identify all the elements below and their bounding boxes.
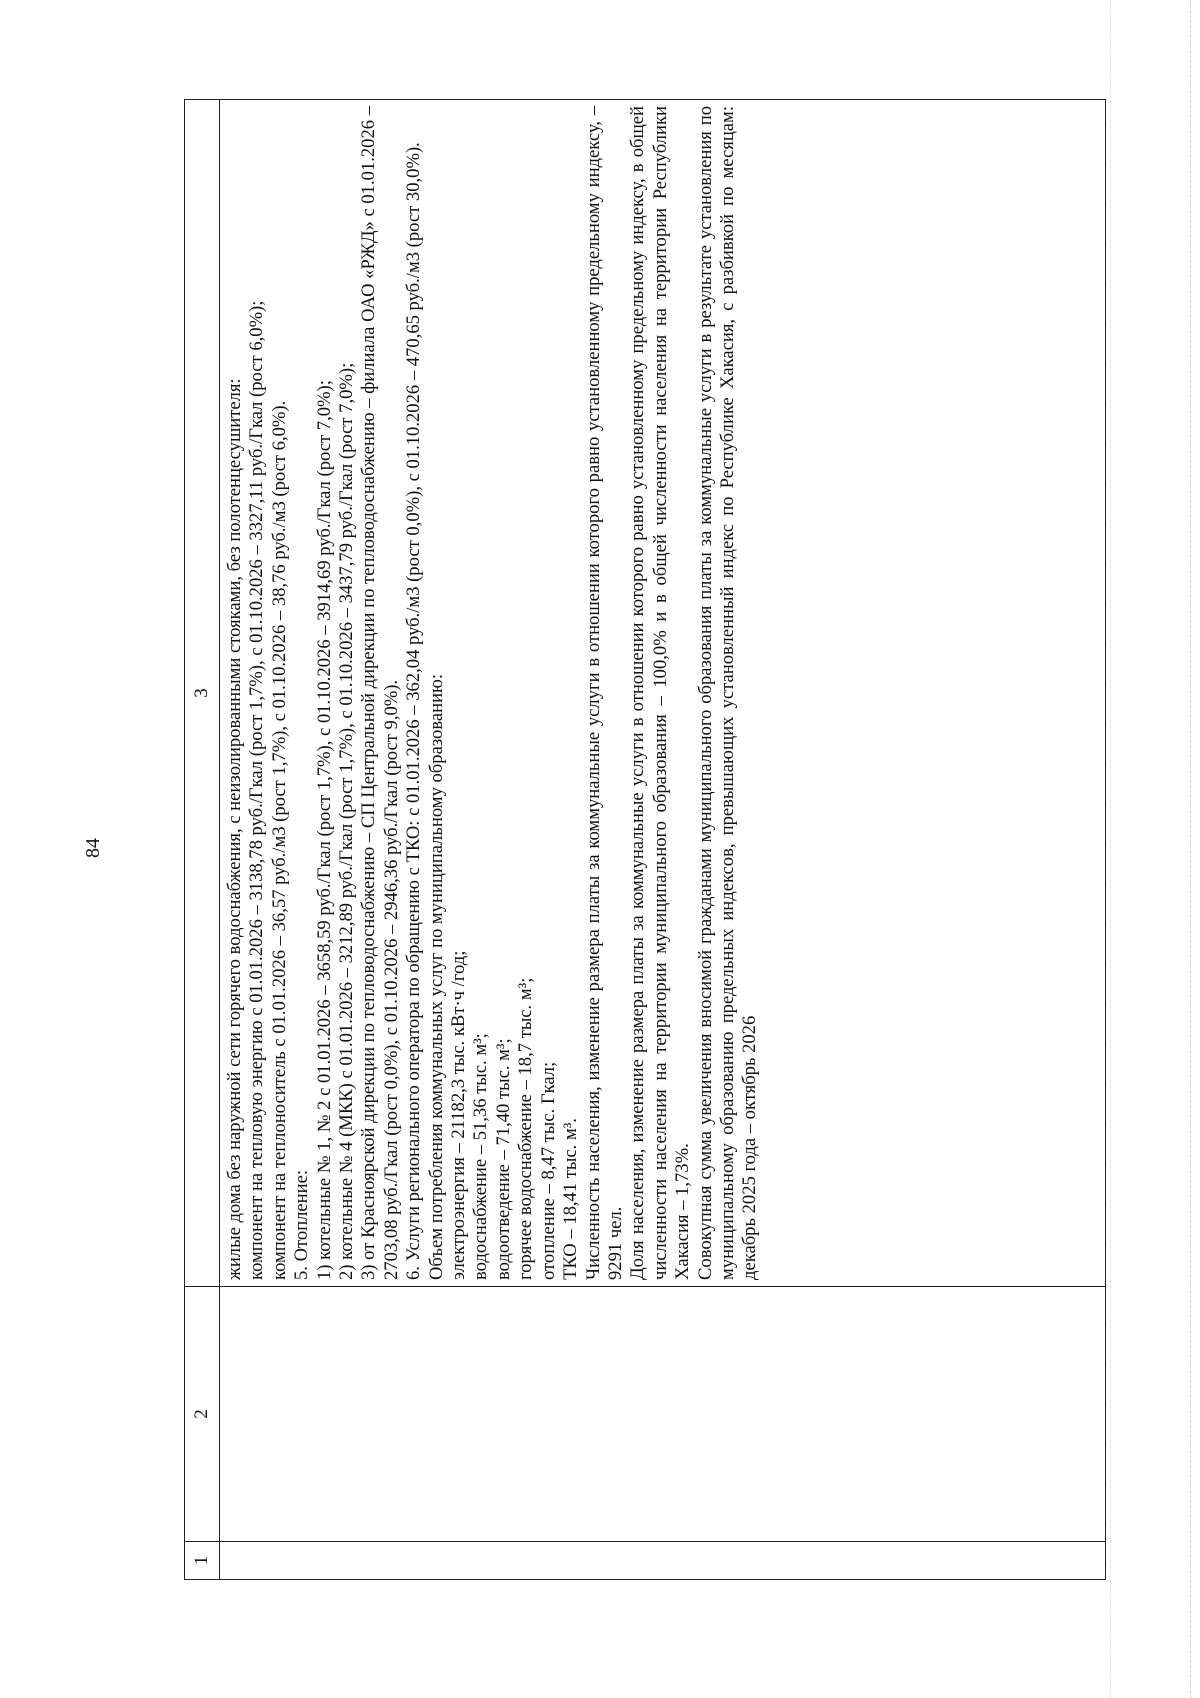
text-line: жилые дома без наружной сети горячего водоснабжения, с неизолированными стояками, без полотенцесушителя: (224, 378, 245, 1280)
text-line: Объем потребления коммунальных услуг по муниципальному образованию: (425, 673, 447, 1280)
header-col-1: 1 (185, 1542, 220, 1580)
cell-col-3 (220, 100, 1106, 1287)
table-header-row (185, 100, 220, 1580)
scan-edge-line (1190, 0, 1191, 1698)
text-line: ТКО – 18,41 тыс. м³. (560, 1118, 582, 1280)
data-table (184, 99, 1106, 1580)
text-line: Численность населения, изменение размера платы за коммунальные услуги в отношении которого равно установленному предельному индексу, – 9291 чел. (582, 106, 626, 1280)
text-line: электроэнергия – 21182,3 тыс. кВт·ч /год; (448, 950, 470, 1280)
text-line: Совокупная сумма увеличения вносимой гражданами муниципального образования платы за коммунальные услуги в результате установления по муниципальному образованию предельных индексов, превышающих установленный индекс по Республике Хакасия, с разбивкой по месяцам: декабрь 2025 года – октябрь 2026 (694, 106, 761, 1280)
cell-col-1 (220, 1542, 1106, 1580)
page-number: 84 (82, 838, 104, 858)
cell-content (220, 100, 762, 1286)
cell-col-2 (220, 1287, 1106, 1542)
text-line: компонент на теплоноситель с 01.01.2026 – 36,57 руб./м3 (рост 1,7%), с 01.10.2026 – 38,76 руб./м3 (рост 6,0%). (268, 400, 290, 1280)
text-line: компонент на тепловую энергию с 01.01.2026 – 3138,78 руб./Гкал (рост 1,7%), с 01.10.2026 – 3327,11 руб./Гкал (рост 6,0%); (246, 300, 268, 1280)
text-line: 1) котельные № 1, № 2 с 01.01.2026 – 3658,59 руб./Гкал (рост 1,7%), с 01.10.2026 – 3914,69 руб./Гкал (рост 7,0%); (313, 380, 335, 1280)
text-line: 5. Отопление: (291, 1169, 313, 1280)
text-line: 6. Услуги регионального оператора по обращению с ТКО: с 01.01.2026 – 362,04 руб./м3 (рост 0,0%), с 01.10.2026 – 470,65 руб./м3 (рост 30,0%). (403, 142, 425, 1280)
text-line: 2) котельные № 4 (МКК) с 01.01.2026 – 3212,89 руб./Гкал (рост 1,7%), с 01.10.2026 – 3437,79 руб./Гкал (рост 7,0%); (336, 362, 358, 1280)
scan-edge-line (1110, 0, 1111, 1698)
text-line: горячее водоснабжение – 18,7 тыс. м³; (515, 977, 537, 1280)
text-line: отопление – 8,47 тыс. Гкал; (537, 1061, 559, 1280)
text-line: водоотведение – 71,40 тыс. м³; (492, 1038, 514, 1280)
text-line: Доля населения, изменение размера платы за коммунальные услуги в отношении которого равно установленному предельному индексу, в общей численности населения на территории муниципального образования – 100,0% и в общей численности населения на территории Республики Хакасия – 1,73%. (627, 106, 694, 1280)
text-line: водоснабжение – 51,36 тыс. м³; (470, 1033, 492, 1280)
header-col-2: 2 (185, 1287, 220, 1542)
rotated-table-sheet (184, 100, 1106, 1580)
header-col-3: 3 (185, 100, 220, 1287)
text-line: 3) от Красноярской дирекции по тепловодоснабжению – СП Центральной дирекции по тепловодоснабжению – филиала ОАО «РЖД» с 01.01.2026 – 2703,08 руб./Гкал (рост 0,0%), с 01.10.2026 – 2946,36 руб./Гкал (рост 9,0%). (358, 106, 402, 1280)
table-row (220, 100, 1106, 1580)
